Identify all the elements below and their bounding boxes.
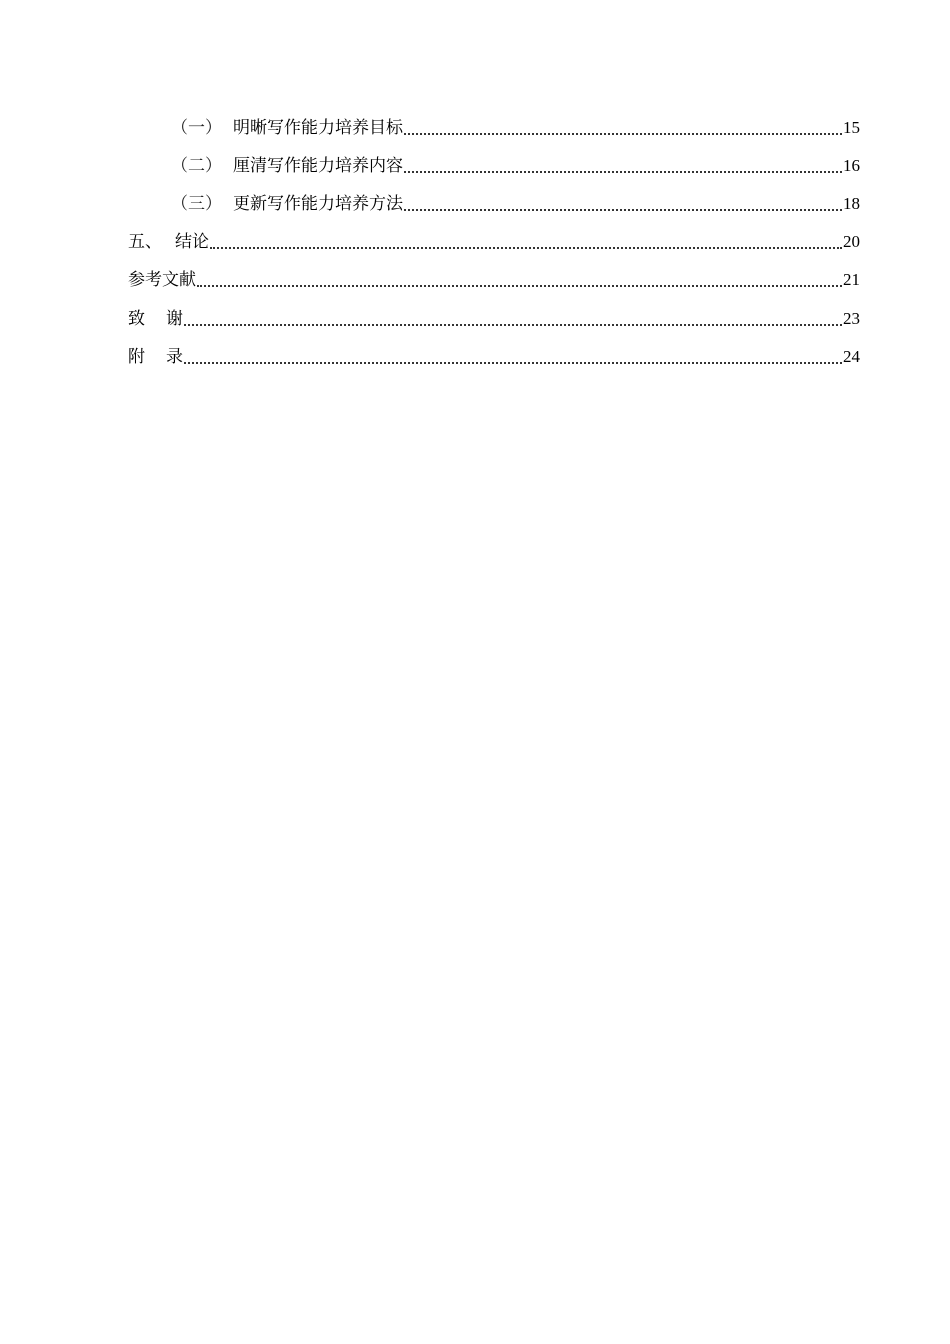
toc-entry-page-number: 23 bbox=[843, 309, 860, 328]
toc-entry-methods[interactable] bbox=[171, 190, 860, 218]
toc-entry-number: 五、 bbox=[128, 232, 162, 252]
toc-dot-leader bbox=[210, 228, 842, 256]
toc-entry-page-number: 18 bbox=[843, 194, 860, 213]
toc-entry-title: 更新写作能力培养方法 bbox=[233, 194, 403, 214]
toc-entry-number: （二） bbox=[171, 156, 222, 176]
toc-entry-title: 结论 bbox=[175, 232, 209, 252]
toc-entry-content[interactable] bbox=[171, 152, 860, 180]
toc-dot-leader bbox=[404, 190, 842, 218]
toc-dot-leader bbox=[197, 266, 842, 294]
toc-entry-appendix[interactable] bbox=[128, 343, 860, 371]
toc-entry-goals[interactable] bbox=[171, 114, 860, 142]
toc-entry-references[interactable] bbox=[128, 266, 860, 294]
toc-entry-title: 明晰写作能力培养目标 bbox=[233, 118, 403, 138]
toc-entry-acknowledgements[interactable] bbox=[128, 305, 860, 333]
toc-entry-page-number: 21 bbox=[843, 270, 860, 289]
toc-dot-leader bbox=[404, 114, 842, 142]
toc-entry-title: 录 bbox=[166, 347, 183, 367]
toc-dot-leader bbox=[184, 305, 842, 333]
toc-entry-page-number: 15 bbox=[843, 118, 860, 137]
toc-entry-title: 谢 bbox=[166, 309, 183, 329]
toc-entry-title: 参考文献 bbox=[128, 270, 196, 290]
toc-entry-title: 厘清写作能力培养内容 bbox=[233, 156, 403, 176]
toc-dot-leader bbox=[404, 152, 842, 180]
toc-entry-conclusion[interactable] bbox=[128, 228, 860, 256]
toc-entry-number: （三） bbox=[171, 194, 222, 214]
toc-entry-page-number: 16 bbox=[843, 156, 860, 175]
toc-entry-number: 致 bbox=[128, 309, 145, 329]
toc-entry-page-number: 20 bbox=[843, 232, 860, 251]
toc-entry-page-number: 24 bbox=[843, 347, 860, 366]
toc-entry-number: 附 bbox=[128, 347, 145, 367]
toc-dot-leader bbox=[184, 343, 842, 371]
toc-entry-number: （一） bbox=[171, 118, 222, 138]
